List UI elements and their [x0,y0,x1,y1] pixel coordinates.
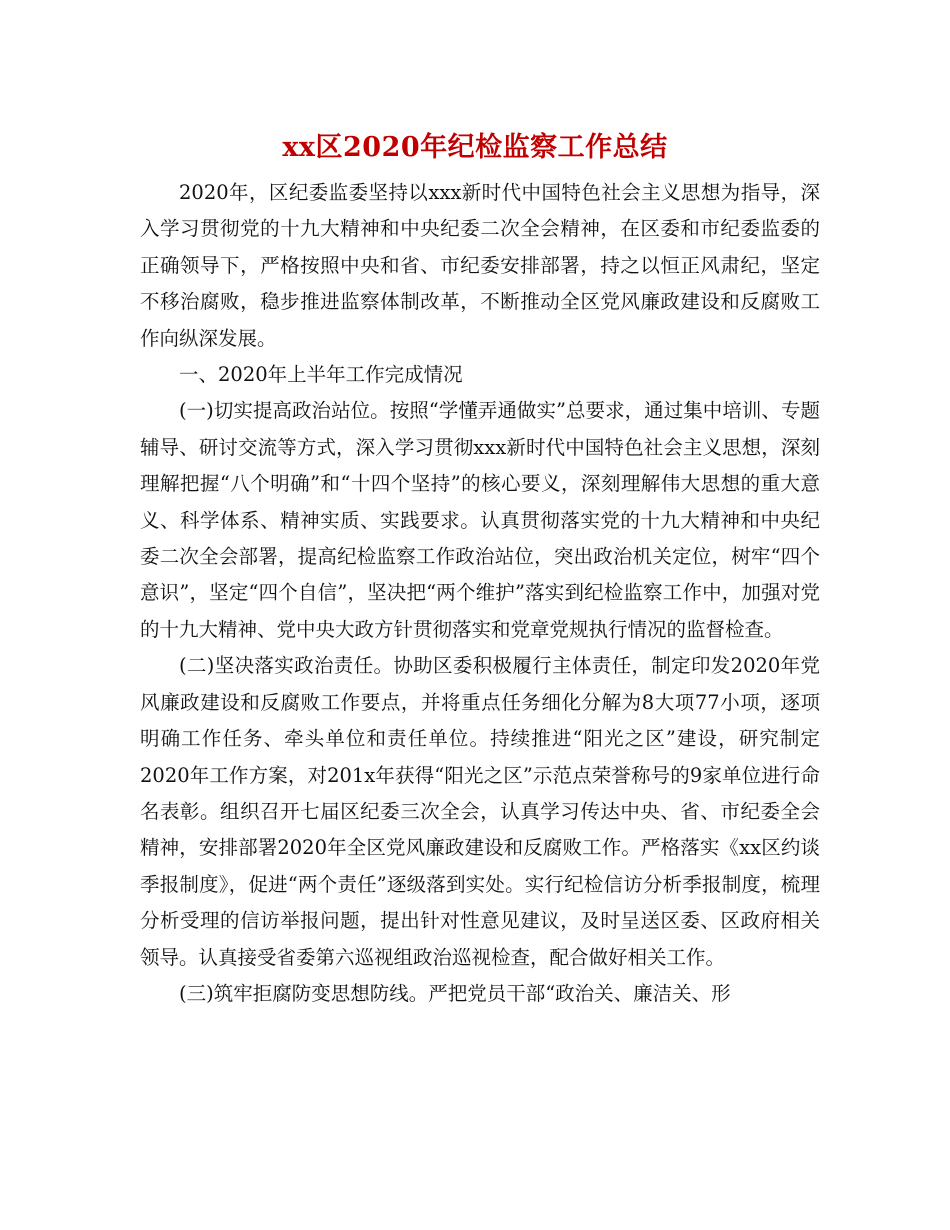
document-title: xx区2020年纪检监察工作总结 [282,132,668,163]
paragraph-intro: 2020年，区纪委监委坚持以xxx新时代中国特色社会主义思想为指导，深入学习贯彻党的十九大精神和中央纪委二次全会精神，在区委和市纪委监委的正确领导下，严格按照中央和省、市纪委安排部署，持之以恒正风肃纪，坚定不移治腐败，稳步推进监察体制改革，不断推动全区党风廉政建设和反腐败工作向纵深发展。 [140,181,820,350]
paragraph-political-responsibility: (二)坚决落实政治责任。协助区委积极履行主体责任，制定印发2020年党风廉政建设和反腐败工作要点，并将重点任务细化分解为8大项77小项，逐项明确工作任务、牵头单位和责任单位。持续推进“阳光之区”建设，研究制定2020年工作方案，对201x年获得“阳光之区”示范点荣誉称号的9家单位进行命名表彰。组织召开七届区纪委三次全会，认真学习传达中央、省、市纪委全会精神，安排部署2020年全区党风廉政建设和反腐败工作。严格落实《xx区约谈季报制度》，促进“两个责任”逐级落到实处。实行纪检信访分析季报制度，梳理分析受理的信访举报问题，提出针对性意见建议，及时呈送区委、区政府相关领导。认真接受省委第六巡视组政治巡视检查，配合做好相关工作。 [140,654,820,969]
paragraph-anti-corruption-defense: (三)筑牢拒腐防变思想防线。严把党员干部“政治关、廉洁关、形 [179,981,731,1005]
paragraph-political-stance: (一)切实提高政治站位。按照“学懂弄通做实”总要求，通过集中培训、专题辅导、研讨交流等方式，深入学习贯彻xxx新时代中国特色社会主义思想，深刻理解把握“八个明确”和“十四个坚持”的核心要义，深刻理解伟大思想的重大意义、科学体系、精神实质、实践要求。认真贯彻落实党的十九大精神和中央纪委二次全会部署，提高纪检监察工作政治站位，突出政治机关定位，树牢“四个意识”，坚定“四个自信”，坚决把“两个维护”落实到纪检监察工作中，加强对党的十九大精神、党中央大政方针贯彻落实和党章党规执行情况的监督检查。 [140,399,820,641]
section-heading: 一、2020年上半年工作完成情况 [179,363,463,387]
document-body [140,175,820,1012]
